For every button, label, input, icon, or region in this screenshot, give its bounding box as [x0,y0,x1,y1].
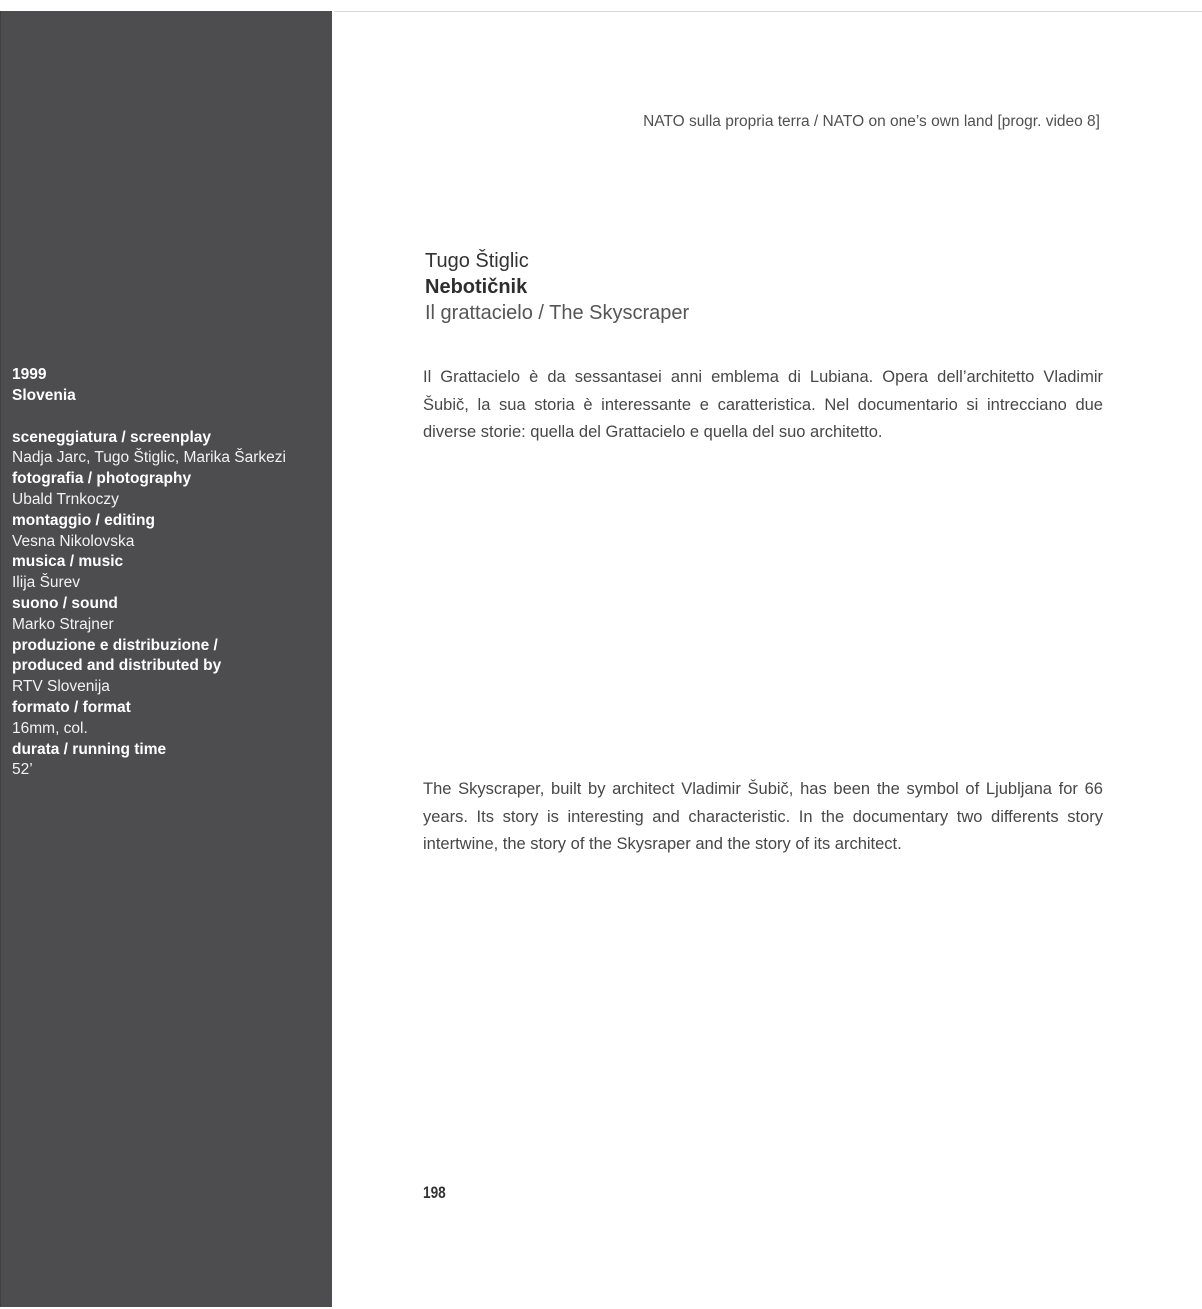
description-italian: Il Grattacielo è da sessantasei anni emblema di Lubiana. Opera dell’architetto Vladimir Šubič, la sua storia è interessante e caratteristica. Nel documentario si intrecciano due diverse storie: quella del Grattacielo e quella del suo architetto. [423,368,1103,441]
film-country: Slovenia [12,386,76,404]
credit-label-screenplay: sceneggiatura / screenplay [12,428,212,446]
credit-label-sound: suono / sound [12,594,118,612]
credit-value-sound: Marko Strajner [12,615,114,633]
credits-list [12,365,327,781]
credit-label-music: musica / music [12,553,124,571]
credits-sidebar [0,11,332,1307]
credit-label-photography: fotografia / photography [12,470,192,488]
director-name: Tugo Štiglic [425,250,529,272]
credit-label-format: formato / format [12,698,131,716]
credit-label-production-line2: produced and distributed by [12,657,222,675]
credit-value-music: Ilija Šurev [12,574,81,592]
spacer [12,407,327,428]
original-title: Nebotičnik [425,276,528,298]
film-title-block [425,248,689,326]
translated-titles: Il grattacielo / The Skyscraper [425,302,690,324]
credit-value-screenplay: Nadja Jarc, Tugo Štiglic, Marika Šarkezi [12,449,286,467]
credit-label-production-line1: produzione e distribuzione / [12,636,218,654]
credit-value-running-time: 52’ [12,761,33,779]
credit-label-running-time: durata / running time [12,740,167,758]
description-english: The Skyscraper, built by architect Vladimir Šubič, has been the symbol of Ljubljana for 66 years. Its story is interesting and characteristic. In the documentary two differents story intertwine, the story of the Skysraper and the story of its architect. [423,780,1103,853]
film-year: 1999 [12,366,47,383]
credit-value-editing: Vesna Nikolovska [12,532,135,550]
page-number: 198 [423,1183,446,1202]
credit-value-production: RTV Slovenija [12,678,110,696]
program-note: NATO sulla propria terra / NATO on one’s own land [progr. video 8] [643,113,1100,130]
top-rule [334,11,1202,12]
credit-value-format: 16mm, col. [12,719,88,737]
credit-value-photography: Ubald Trnkoczy [12,490,119,508]
credit-label-editing: montaggio / editing [12,511,155,529]
